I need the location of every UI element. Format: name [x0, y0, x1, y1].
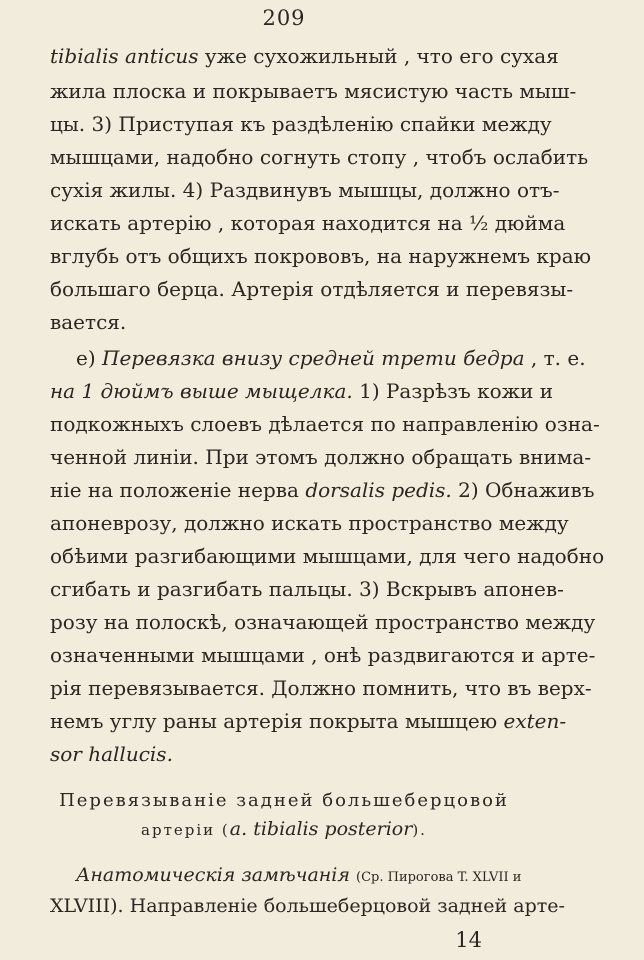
- subsection-title: Перевязка внизу средней трети бедра: [102, 346, 525, 370]
- text-span: уже сухожильный , что его сухая: [198, 44, 559, 68]
- reference-note: (Ср. Пирогова: [356, 870, 454, 885]
- text-line: розу на полоскѣ, означающей пространство между: [50, 610, 596, 634]
- text-line: жила плоска и покрываетъ мясистую часть мыш-: [50, 79, 577, 103]
- text-line: [0, 43, 618, 69]
- text-line: сгибать и разгибать пальцы. 3) Вскрывъ апонев-: [50, 577, 564, 601]
- text-line: большаго берца. Артерія отдѣляется и перевязы-: [50, 277, 574, 301]
- text-line: вается.: [50, 310, 127, 334]
- text-line: вглубь отъ общихъ покрововъ, на наружнемъ краю: [50, 244, 592, 268]
- text-span: , т. е.: [524, 346, 586, 370]
- subsection-title: Анатомическія замѣчанія: [76, 864, 350, 886]
- text-line: рія перевязывается. Должно помнить, что въ верх-: [50, 676, 592, 700]
- text-span: ніе на положеніе нерва: [50, 478, 306, 502]
- text-line: апоневрозу, должно искать пространство между: [50, 511, 569, 535]
- subsection-title: на 1 дюймъ выше мыщелка.: [50, 379, 353, 403]
- reference-note: T. XLVII и: [453, 870, 522, 885]
- text-span: 2) Обнаживъ: [451, 478, 595, 502]
- latin-term: a. tibialis posterior: [229, 818, 413, 840]
- page-number: 209: [262, 6, 306, 30]
- text-line: обѣими разгибающими мышцами, для чего надобно: [50, 544, 605, 568]
- text-line: означенными мышцами , онѣ раздвигаются и арте-: [50, 643, 596, 667]
- section-heading: Перевязываніе задней большеберцовой: [59, 790, 509, 811]
- text-span: немъ углу раны артерія покрыта мышцею: [50, 709, 504, 733]
- text-line: [0, 477, 618, 503]
- text-line: XLVIII). Направленіе большеберцовой задней арте-: [50, 895, 565, 917]
- text-line: [0, 741, 618, 767]
- text-line: [0, 862, 644, 891]
- text-span: ).: [412, 821, 427, 839]
- text-line: ченной линіи. При этомъ должно обращать внима-: [50, 445, 592, 469]
- text-line: искать артерію , которая находится на ½ дюйма: [50, 211, 566, 235]
- section-subheading: [0, 818, 568, 840]
- text-line: мышцами, надобно согнуть стопу , чтобъ ослабить: [50, 145, 589, 169]
- signature-mark: 14: [455, 928, 482, 952]
- text-span: 1) Разрѣзъ кожи и: [352, 379, 554, 403]
- latin-term: exten-: [503, 709, 567, 733]
- latin-term: tibialis anticus: [50, 44, 199, 68]
- text-span: артеріи (: [141, 821, 230, 839]
- text-line: [0, 708, 618, 734]
- text-line: сухія жилы. 4) Раздвинувъ мышцы, должно отъ-: [50, 178, 560, 202]
- text-span: e): [76, 346, 102, 370]
- latin-term: dorsalis pedis.: [305, 478, 452, 502]
- text-line: [0, 345, 644, 371]
- text-line: цы. 3) Приступая къ раздѣленію спайки между: [50, 112, 552, 136]
- text-line: [0, 378, 618, 404]
- latin-term: sor hallucis.: [50, 742, 173, 766]
- text-line: подкожныхъ слоевъ дѣлается по направленію озна-: [50, 412, 600, 436]
